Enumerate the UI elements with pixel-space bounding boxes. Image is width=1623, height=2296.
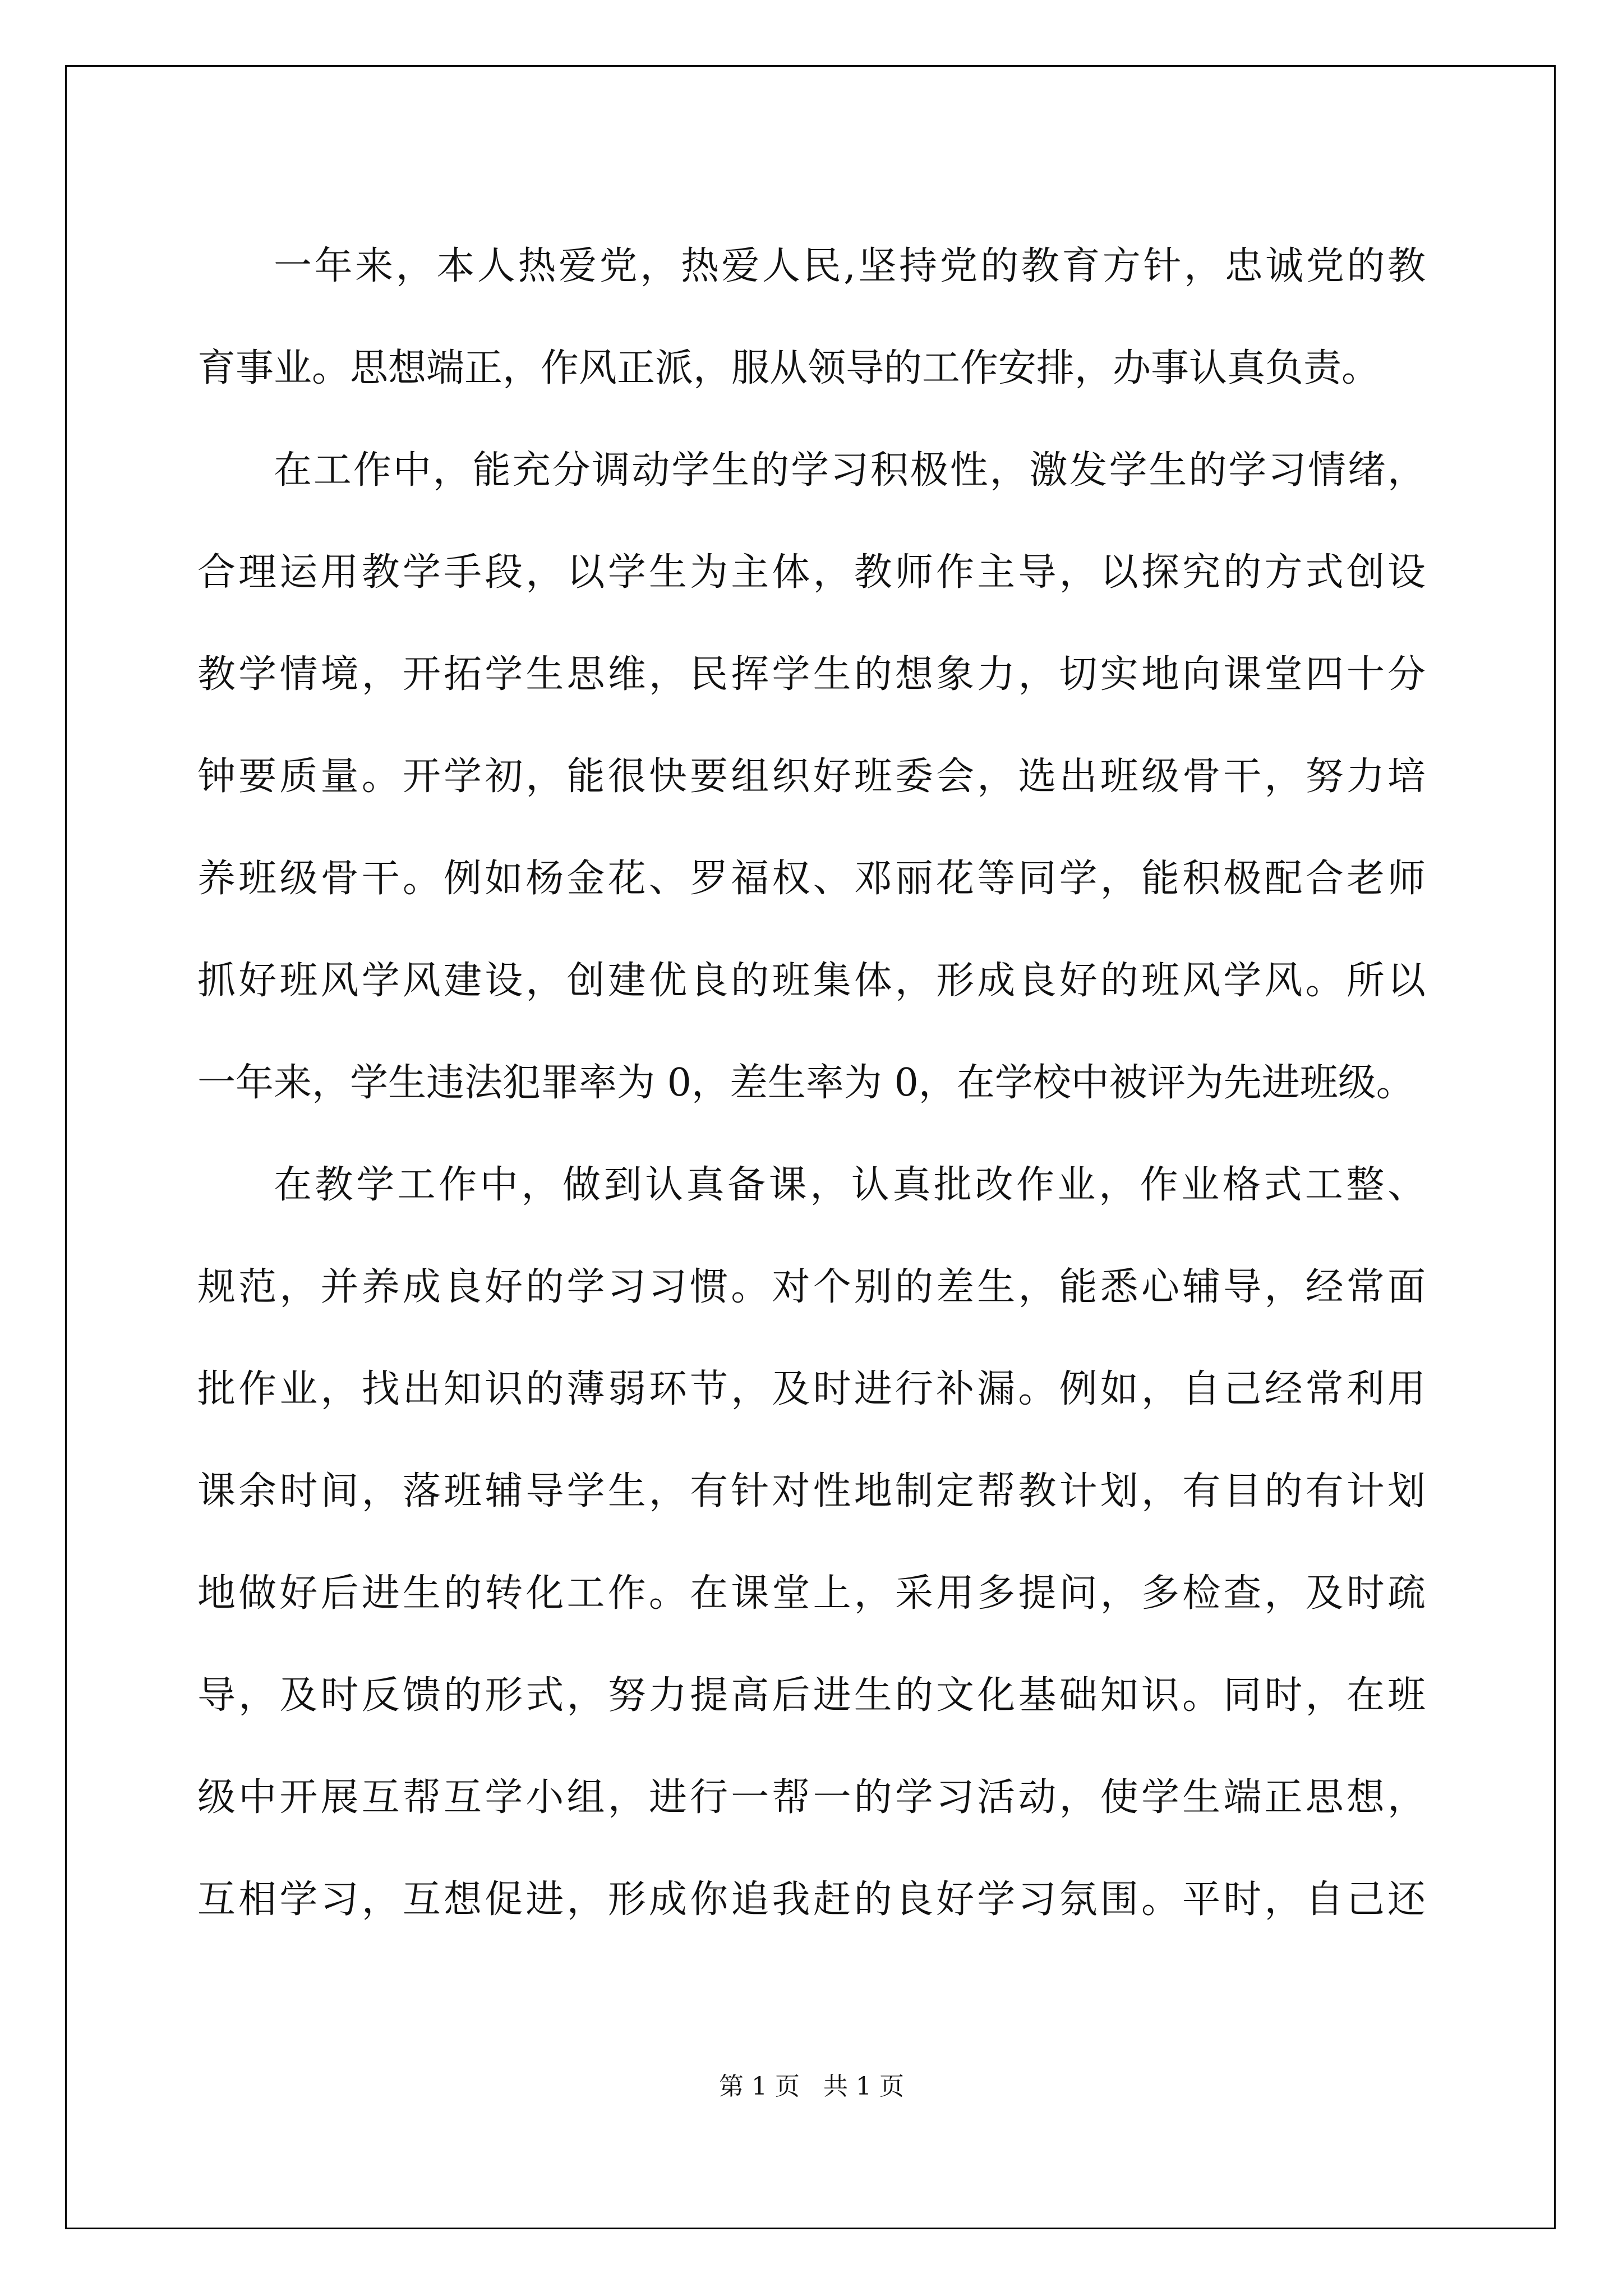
footer-spacer — [800, 2072, 823, 2101]
paragraph-2-line-1: 在工作中，能充分调动学生的学习积极性，激发学生的学习情绪， — [274, 448, 1426, 493]
paragraph-2-line-6: 抓好班风学风建设，创建优良的班集体，形成良好的班风学风。所以 — [197, 959, 1426, 1003]
paragraph-2-line-2: 合理运用教学手段，以学生为主体，教师作主导，以探究的方式创设 — [197, 550, 1426, 595]
paragraph-3-line-4: 课余时间，落班辅导学生，有针对性地制定帮教计划，有目的有计划 — [197, 1469, 1426, 1513]
paragraph-2-line-5: 养班级骨干。例如杨金花、罗福权、邓丽花等同学，能积极配合老师 — [197, 857, 1426, 901]
paragraph-2-line-3: 教学情境，开拓学生思维，民挥学生的想象力，切实地向课堂四十分 — [197, 652, 1426, 697]
page-number-total: 共 1 页 — [823, 2072, 904, 2101]
paragraph-3-line-7: 级中开展互帮互学小组，进行一帮一的学习活动，使学生端正思想， — [197, 1775, 1426, 1820]
paragraph-3-line-3: 批作业，找出知识的薄弱环节，及时进行补漏。例如，自己经常利用 — [197, 1367, 1426, 1411]
page-footer — [0, 2070, 1623, 2104]
page-number-current: 第 1 页 — [719, 2072, 800, 2101]
paragraph-2-line-4: 钟要质量。开学初，能很快要组织好班委会，选出班级骨干，努力培 — [197, 754, 1426, 799]
document-body — [197, 215, 1426, 1951]
paragraph-3-line-2: 规范，并养成良好的学习习惯。对个别的差生，能悉心辅导，经常面 — [197, 1265, 1426, 1309]
paragraph-3-line-5: 地做好后进生的转化工作。在课堂上，采用多提问，多检查，及时疏 — [197, 1571, 1426, 1616]
paragraph-2-line-7: 一年来，学生违法犯罪率为 0，差生率为 0，在学校中被评为先进班级。 — [197, 1061, 1414, 1105]
paragraph-3-line-1: 在教学工作中，做到认真备课，认真批改作业，作业格式工整、 — [274, 1163, 1426, 1207]
paragraph-1-line-1: 一年来，本人热爱党，热爱人民,坚持党的教育方针，忠诚党的教 — [274, 244, 1426, 288]
paragraph-1-line-2: 育事业。思想端正，作风正派，服从领导的工作安排，办事认真负责。 — [197, 346, 1380, 390]
paragraph-3-line-6: 导，及时反馈的形式，努力提高后进生的文化基础知识。同时，在班 — [197, 1673, 1426, 1718]
paragraph-3-line-8: 互相学习，互想促进，形成你追我赶的良好学习氛围。平时，自己还 — [197, 1878, 1426, 1922]
